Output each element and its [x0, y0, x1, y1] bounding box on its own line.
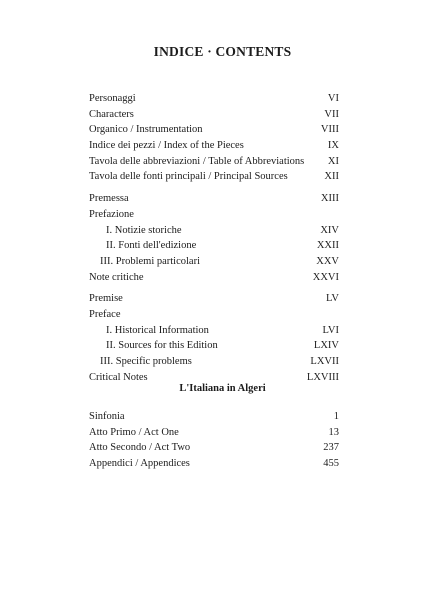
toc-entry-label: Atto Primo / Act One — [89, 426, 179, 438]
toc-entry-label: III. Specific problems — [100, 356, 192, 367]
toc-entry — [89, 456, 339, 472]
toc-entry-page: 13 — [328, 426, 339, 438]
toc-entry-label: Organico / Instrumentation — [89, 124, 203, 136]
toc-entry-label: Preface — [89, 308, 121, 320]
toc-subentry — [89, 254, 339, 270]
toc-entry — [89, 409, 339, 425]
toc-entry-label: Personaggi — [89, 93, 136, 104]
toc-entry-page: VII — [324, 108, 339, 120]
toc-entry-page: IX — [327, 140, 339, 152]
toc-subentry — [89, 238, 339, 254]
toc-entry — [89, 191, 339, 207]
toc-entry-page: 455 — [323, 458, 339, 470]
toc-entry — [89, 307, 339, 323]
toc-entry-page: XXVI — [312, 271, 339, 283]
toc-entry-label: I. Historical Information — [106, 324, 209, 336]
toc-subentry — [89, 354, 339, 370]
toc-entry-label: Premise — [89, 293, 123, 305]
toc-entry-page: LVI — [322, 324, 339, 336]
toc-subentry — [89, 223, 339, 239]
toc-entry-page: XIII — [320, 193, 339, 205]
toc-entry-page: 1 — [333, 411, 339, 422]
toc-entry — [89, 154, 339, 170]
toc-entry-page: LXVIII — [306, 371, 339, 383]
toc-entry — [89, 138, 339, 154]
toc-entry-label: Characters — [89, 108, 134, 120]
toc-entry-page: XI — [327, 155, 339, 167]
toc-entry-label: Critical Notes — [89, 371, 148, 383]
toc-entry-label: Tavola delle abbreviazioni / Table of Abbreviations — [89, 155, 305, 167]
toc-entry-label: II. Fonti dell'edizione — [106, 240, 197, 252]
toc-entry — [89, 270, 339, 286]
toc-entry-label: Sinfonia — [89, 411, 125, 422]
toc-subentry — [89, 323, 339, 339]
opera-title: L'Italiana in Algeri — [179, 383, 266, 394]
page-title: INDICE · CONTENTS — [153, 44, 292, 59]
toc-entry-page: XXII — [316, 240, 339, 252]
toc-entry-label: Note critiche — [89, 271, 144, 283]
toc-entry — [89, 169, 339, 185]
toc-entry — [89, 440, 339, 456]
toc-entry — [89, 107, 339, 123]
toc-entry — [89, 291, 339, 307]
toc-entry — [89, 91, 339, 107]
toc-entry-label: I. Notizie storiche — [106, 224, 182, 236]
toc-entry-page: XII — [324, 171, 339, 183]
toc-entry-page: LV — [325, 293, 339, 305]
toc-entry-label: III. Problemi particolari — [100, 255, 201, 267]
toc-entry — [89, 122, 339, 138]
toc-entry — [89, 425, 339, 441]
toc-main — [89, 91, 339, 385]
toc-entry-label: Atto Secondo / Act Two — [89, 442, 191, 454]
toc-entry-page: XIV — [320, 224, 339, 236]
toc-entry-label: II. Sources for this Edition — [106, 340, 218, 352]
toc-entry — [89, 207, 339, 223]
toc-entry-page: VI — [327, 93, 339, 104]
toc-entry-page: 237 — [323, 442, 339, 454]
toc-entry-label: Indice dei pezzi / Index of the Pieces — [89, 140, 244, 152]
toc-entry-label: Prefazione — [89, 208, 134, 220]
toc-entry-page: LXVII — [310, 356, 339, 367]
toc-opera — [89, 409, 339, 472]
toc-entry-page: XXV — [316, 255, 339, 267]
toc-entry-page: VIII — [320, 124, 339, 136]
toc-entry-label: Tavola delle fonti principali / Principal Sources — [89, 171, 288, 183]
toc-entry-page: LXIV — [313, 340, 339, 352]
toc-entry-label: Appendici / Appendices — [89, 458, 190, 470]
toc-subentry — [89, 338, 339, 354]
toc-entry-label: Premessa — [89, 193, 129, 205]
